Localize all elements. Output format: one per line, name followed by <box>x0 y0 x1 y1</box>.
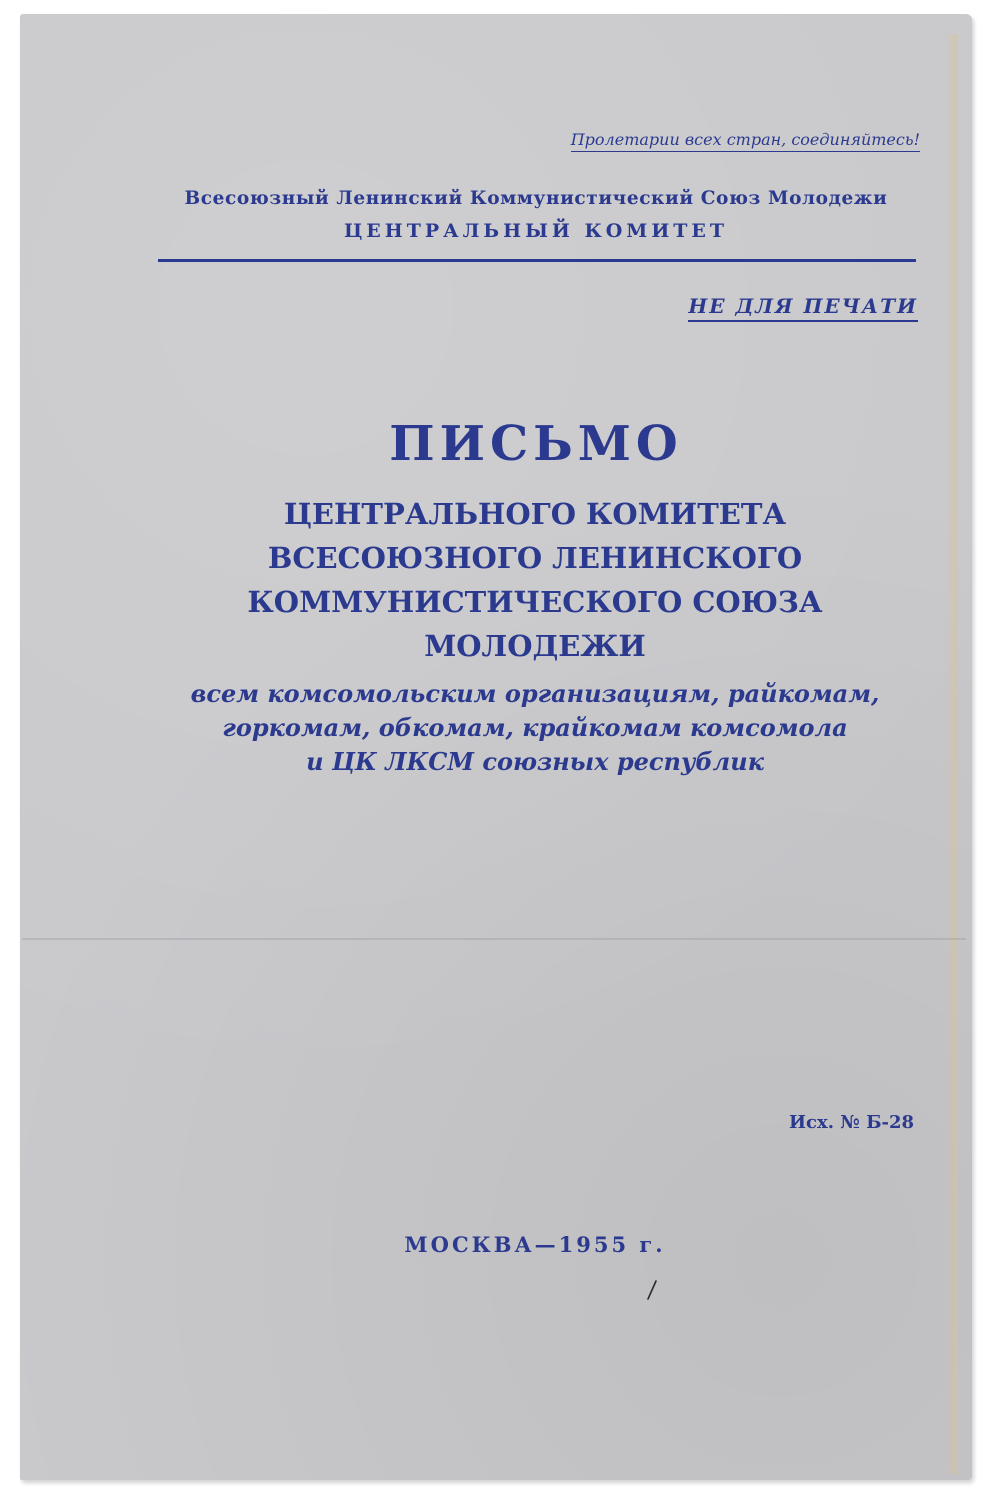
header-divider <box>158 259 916 262</box>
document-title: ПИСЬМО <box>389 416 683 472</box>
slogan <box>540 130 920 149</box>
address-line: и ЦК ЛКСМ союзных республик <box>306 747 764 776</box>
restriction-text: НЕ ДЛЯ ПЕЧАТИ <box>688 294 918 322</box>
organization-name: Всесоюзный Ленинский Коммунистический Союз Молодежи <box>184 188 888 209</box>
subtitle-line: КОММУНИСТИЧЕСКОГО СОЮЗА МОЛОДЕЖИ <box>247 585 823 663</box>
imprint-city-year: МОСКВА—1955 г. <box>404 1232 666 1257</box>
document-subtitle <box>140 492 930 668</box>
address-line: горкомам, обкомам, крайкомам комсомола <box>222 713 848 742</box>
subtitle-line: ВСЕСОЮЗНОГО ЛЕНИНСКОГО <box>267 541 803 575</box>
paper-edge <box>944 34 958 1474</box>
committee-name: ЦЕНТРАЛЬНЫЙ КОМИТЕТ <box>343 220 729 242</box>
addressees <box>150 677 920 779</box>
fold-crease <box>22 938 966 940</box>
slogan-text: Пролетарии всех стран, соединяйтесь! <box>571 130 920 152</box>
reference-number: Исх. № Б-28 <box>789 1112 914 1133</box>
pencil-mark-icon <box>646 1280 658 1300</box>
address-line: всем комсомольским организациям, райкомам, <box>190 679 880 708</box>
restriction-stamp <box>620 294 918 318</box>
subtitle-line: ЦЕНТРАЛЬНОГО КОМИТЕТА <box>283 497 787 531</box>
